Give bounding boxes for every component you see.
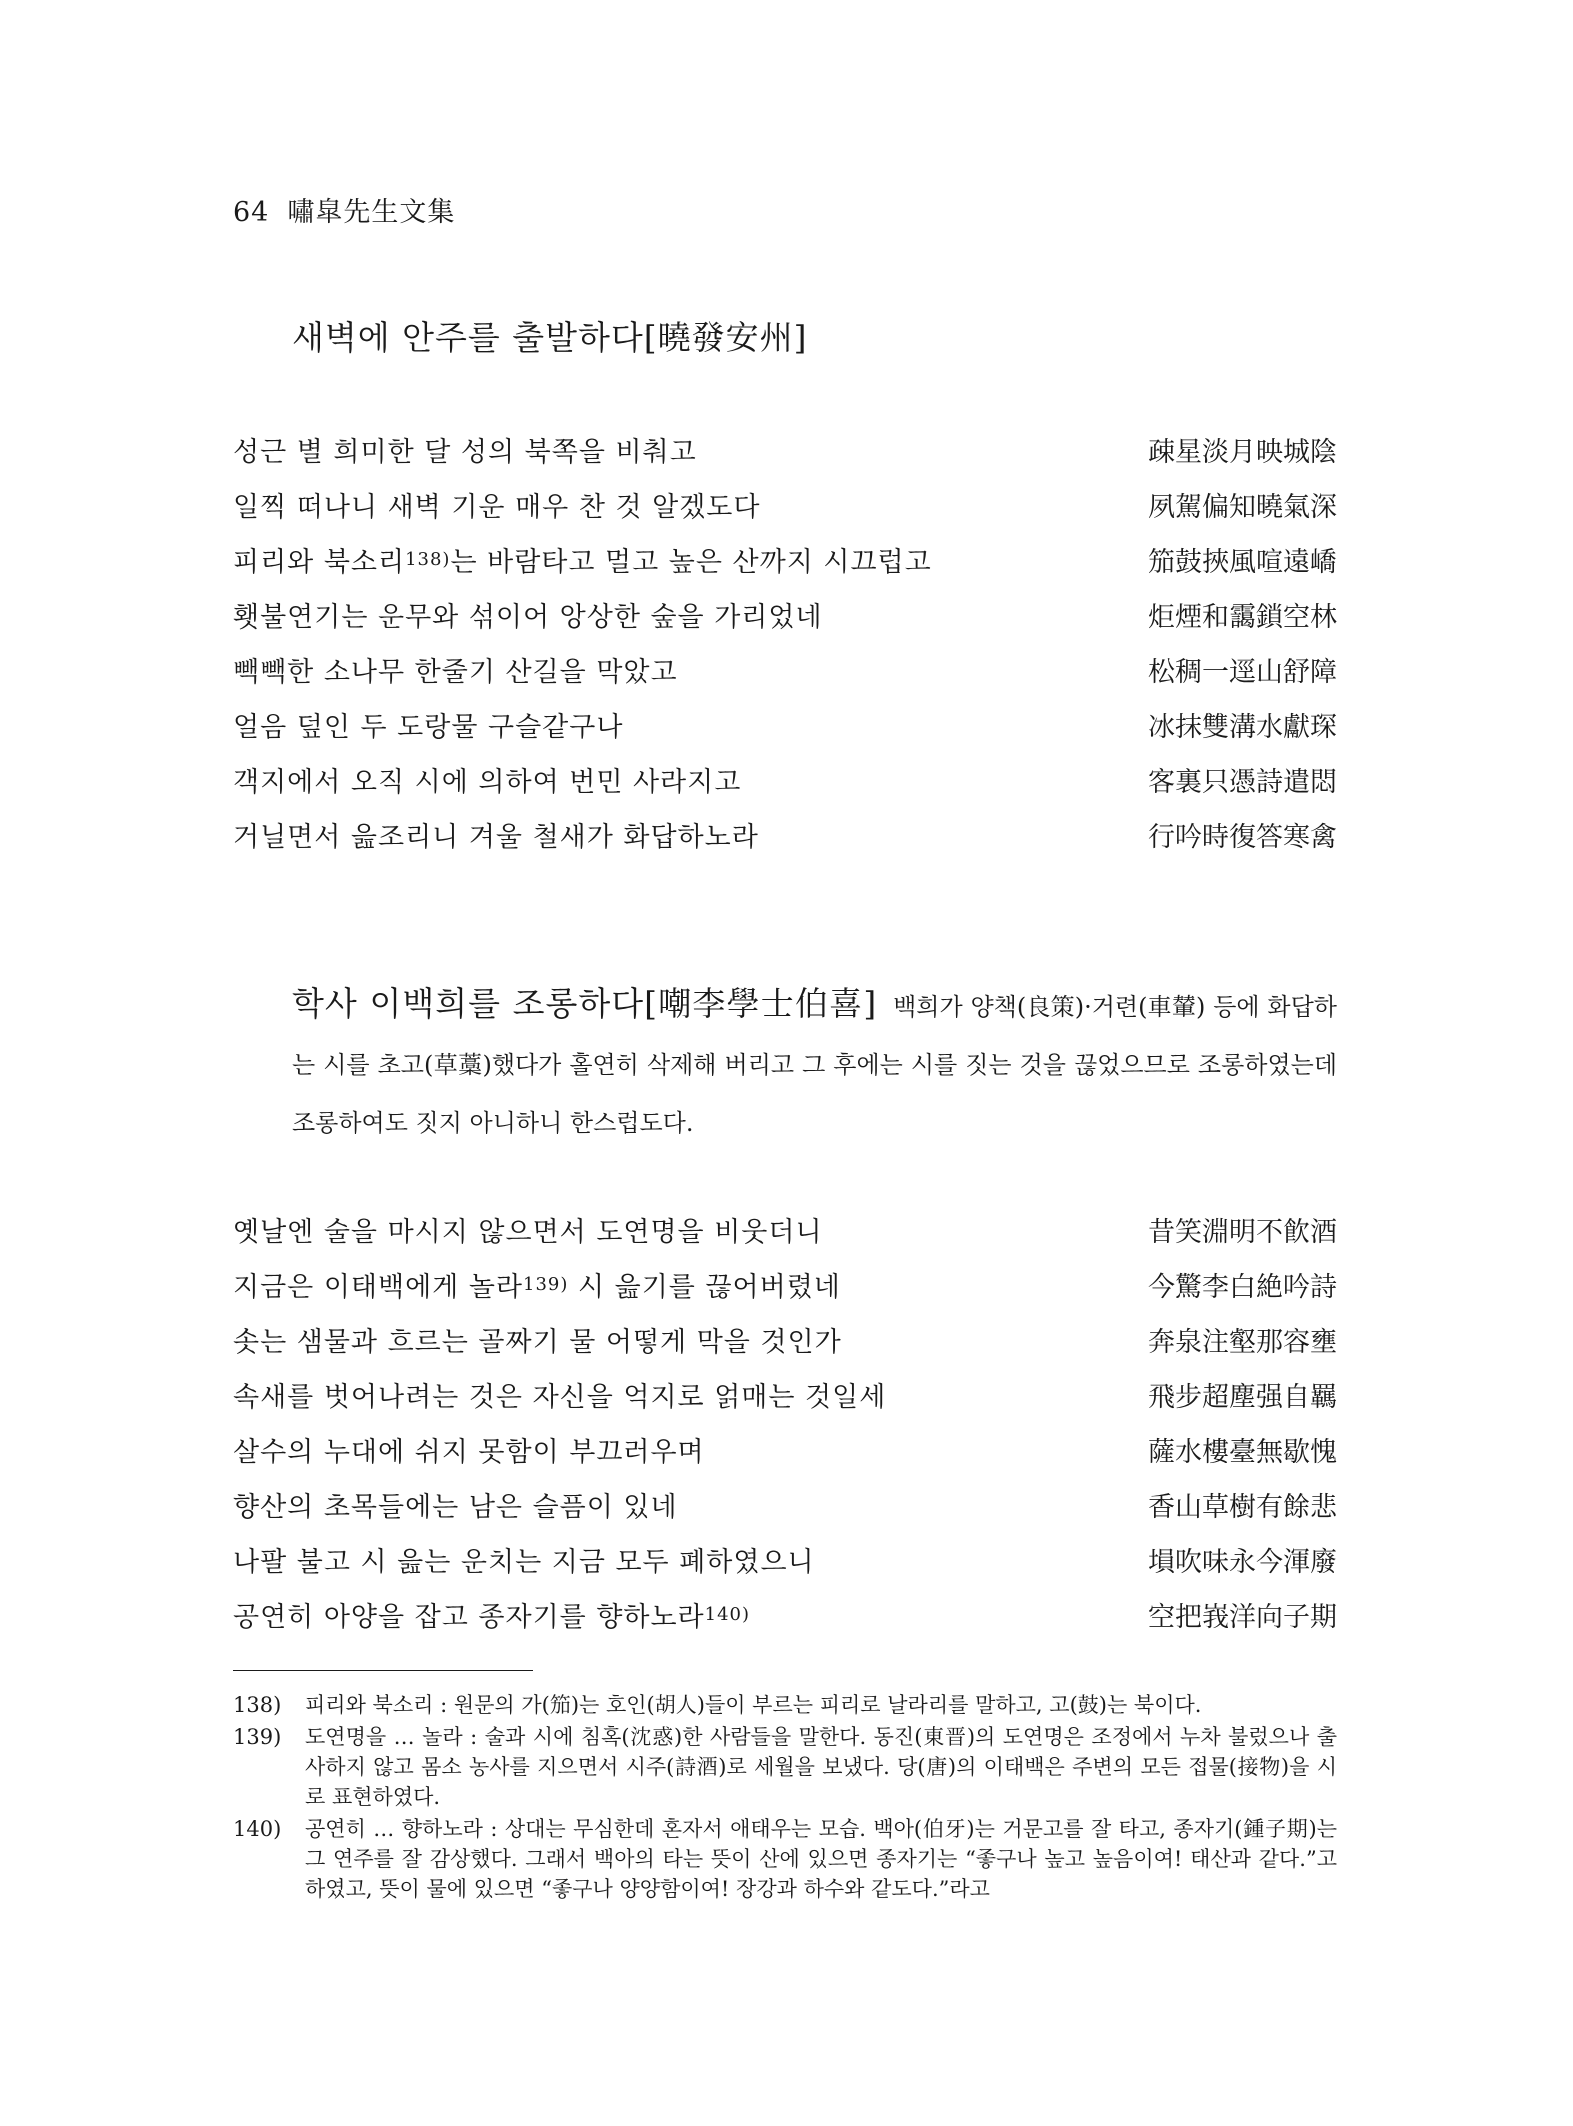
footnote-number: 139): [233, 1725, 282, 1749]
korean-line: 성근 별 희미한 달 성의 북쪽을 비춰고: [233, 437, 697, 468]
korean-line: 횃불연기는 운무와 섞이어 앙상한 숲을 가리었네: [233, 602, 823, 633]
poem2-title: 학사 이백희를 조롱하다[嘲李學士伯喜]: [292, 984, 878, 1023]
korean-line: 옛날엔 술을 마시지 않으면서 도연명을 비웃더니: [233, 1217, 823, 1248]
hanja-line: 薩水樓臺無歇愧: [1148, 1437, 1337, 1468]
verse-line: [233, 1485, 1337, 1540]
footnote: [233, 1690, 1337, 1720]
footnote-rule: [233, 1670, 533, 1671]
footnote-text: 도연명을 … 놀라 : 술과 시에 침혹(沈惑)한 사람들을 말한다. 동진(東晋)의 도연명은 조정에서 누차 불렀으나 출사하지 않고 몸소 농사를 지으면서 시주(詩酒)로 세월을 보냈다. 당(唐)의 이태백은 주변의 모든 접물(接物)을 시로 표현하였다.: [305, 1725, 1337, 1809]
hanja-line: 疎星淡月映城陰: [1148, 437, 1337, 468]
verse-line: [233, 1265, 1337, 1320]
hanja-line: 冰抹雙溝水獻琛: [1148, 712, 1337, 743]
korean-line: 피리와 북소리$^{138)}$는 바람타고 멀고 높은 산까지 시끄럽고: [233, 547, 932, 578]
hanja-line: 今驚李白絶吟詩: [1148, 1272, 1337, 1303]
hanja-line: 空把峩洋向子期: [1148, 1602, 1337, 1633]
poem2-preface: 백희가 양책(良策)·거련(車輦) 등에 화답하는 시를 초고(草藁)했다가 홀연히 삭제해 버리고 그 후에는 시를 짓는 것을 끊었으므로 조롱하였는데 조롱하여도 짓지 아니하니 한스럽도다.: [292, 993, 1337, 1137]
korean-line: 얼음 덮인 두 도랑물 구슬같구나: [233, 712, 624, 743]
footnote-ref: 139): [523, 1274, 569, 1295]
footnotes: [233, 1690, 1337, 1906]
running-head: [233, 190, 455, 229]
verse-line: [233, 1540, 1337, 1595]
verse-line: [233, 760, 1337, 815]
hanja-line: 奔泉注壑那容壅: [1148, 1327, 1337, 1358]
verse-line: [233, 485, 1337, 540]
poem1-title: 새벽에 안주를 출발하다[曉發安州]: [292, 318, 808, 357]
korean-line: 속새를 벗어나려는 것은 자신을 억지로 얽매는 것일세: [233, 1382, 887, 1413]
hanja-line: 炬煙和靄鎖空林: [1148, 602, 1337, 633]
footnote: [233, 1722, 1337, 1812]
verse-line: [233, 1595, 1337, 1650]
korean-line: 일찍 떠나니 새벽 기운 매우 찬 것 알겠도다: [233, 492, 761, 523]
verse-line: [233, 540, 1337, 595]
footnote-text: 피리와 북소리 : 원문의 가(笳)는 호인(胡人)들이 부르는 피리로 날라리를 말하고, 고(鼓)는 북이다.: [305, 1693, 1202, 1717]
hanja-line: 昔笑淵明不飮酒: [1148, 1217, 1337, 1248]
hanja-line: 松稠一逕山舒障: [1148, 657, 1337, 688]
verse-line: [233, 1375, 1337, 1430]
verse-line: [233, 1430, 1337, 1485]
verse-line: [233, 1210, 1337, 1265]
korean-line: 살수의 누대에 쉬지 못함이 부끄러우며: [233, 1437, 705, 1468]
hanja-line: 夙駕偏知曉氣深: [1148, 492, 1337, 523]
hanja-line: 行吟時復答寒禽: [1148, 822, 1337, 853]
verse-line: [233, 815, 1337, 870]
poem2-heading: [292, 975, 1337, 1152]
footnote-number: 140): [233, 1817, 282, 1841]
poem2-verse: [233, 1210, 1337, 1650]
verse-line: [233, 705, 1337, 760]
korean-line: 거닐면서 읊조리니 겨울 철새가 화답하노라: [233, 822, 759, 853]
korean-line: 솟는 샘물과 흐르는 골짜기 물 어떻게 막을 것인가: [233, 1327, 842, 1358]
footnote: [233, 1814, 1337, 1904]
footnote-text: 공연히 … 향하노라 : 상대는 무심한데 혼자서 애태우는 모습. 백아(伯牙)는 거문고를 잘 타고, 종자기(鍾子期)는 그 연주를 잘 감상했다. 그래서 백아의 타는 뜻이 산에 있으면 종자기는 “좋구나 높고 높음이여! 태산과 같다.”고 하였고, 뜻이 물에 있으면 “좋구나 양양함이여! 장강과 하수와 같도다.”라고: [305, 1817, 1337, 1901]
korean-line: 향산의 초목들에는 남은 슬픔이 있네: [233, 1492, 678, 1523]
hanja-line: 飛步超塵强自羈: [1148, 1382, 1337, 1413]
hanja-line: 香山草樹有餘悲: [1148, 1492, 1337, 1523]
korean-line: 지금은 이태백에게 놀라$^{139)}$ 시 읊기를 끊어버렸네: [233, 1272, 841, 1303]
footnote-number: 138): [233, 1693, 282, 1717]
footnote-ref: 140): [704, 1604, 751, 1625]
verse-line: [233, 650, 1337, 705]
korean-line: 빽빽한 소나무 한줄기 산길을 막았고: [233, 657, 678, 688]
korean-line: 공연히 아양을 잡고 종자기를 향하노라$^{140)}$: [233, 1602, 751, 1633]
hanja-line: 塤吹味永今渾廢: [1148, 1547, 1337, 1578]
footnote-ref: 138): [405, 549, 451, 570]
book-title: 嘯皐先生文集: [287, 197, 456, 228]
verse-line: [233, 1320, 1337, 1375]
verse-line: [233, 595, 1337, 650]
korean-line: 객지에서 오직 시에 의하여 번민 사라지고: [233, 767, 742, 798]
korean-line: 나팔 불고 시 읊는 운치는 지금 모두 폐하였으니: [233, 1547, 815, 1578]
verse-line: [233, 430, 1337, 485]
page-number: 64: [233, 197, 270, 228]
poem1-verse: [233, 430, 1337, 870]
hanja-line: 笳鼓挾風喧遠嶠: [1148, 547, 1337, 578]
hanja-line: 客裏只憑詩遣悶: [1148, 767, 1337, 798]
